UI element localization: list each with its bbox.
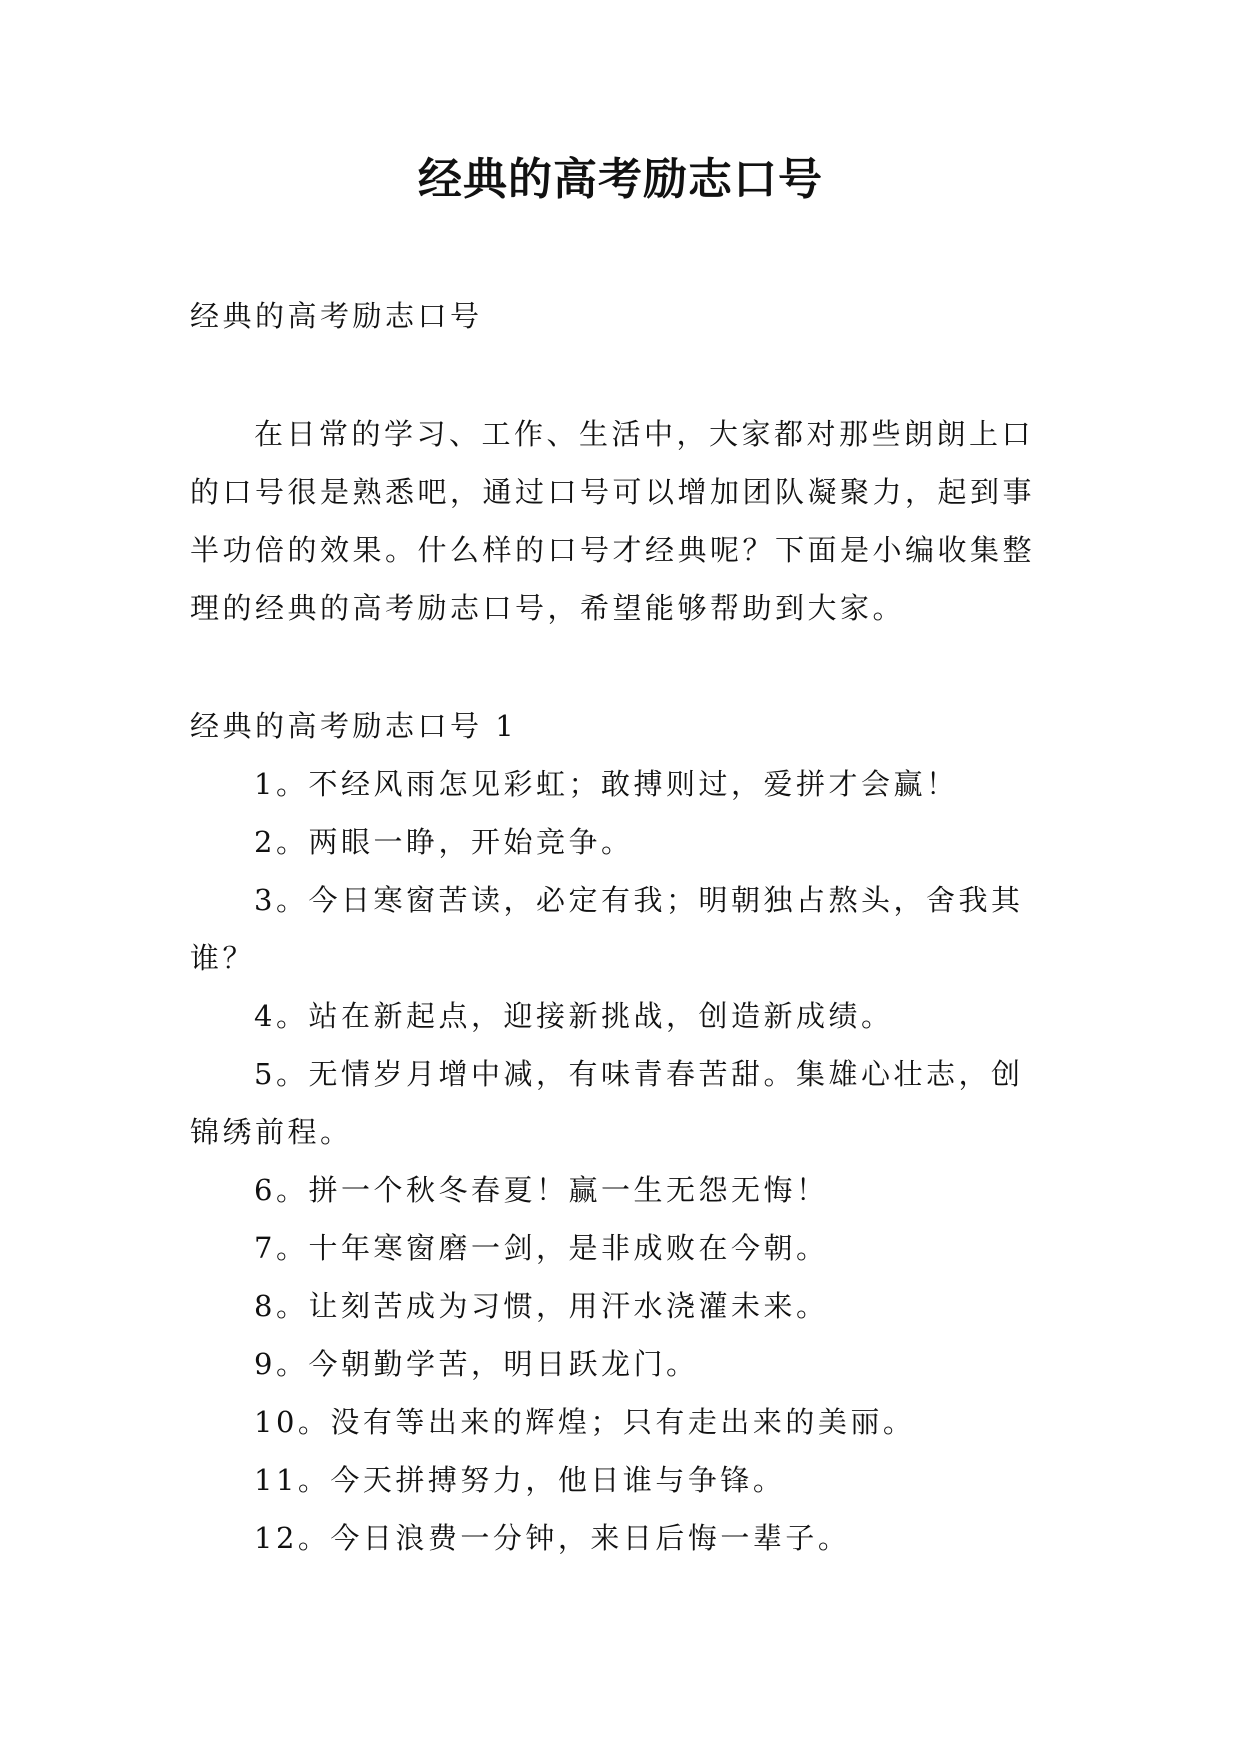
- slogan-section: [190, 697, 1050, 1567]
- slogan-item: 3。今日寒窗苦读，必定有我；明朝独占熬头，舍我其谁？: [190, 883, 1024, 975]
- document-title: 经典的高考励志口号: [418, 154, 823, 205]
- slogan-item: 6。拼一个秋冬春夏！赢一生无怨无悔！: [254, 1173, 829, 1207]
- slogan-item: 2。两眼一睁，开始竞争。: [254, 825, 634, 859]
- document-subtitle: 经典的高考励志口号: [190, 299, 483, 333]
- slogan-item: 4。站在新起点，迎接新挑战，创造新成绩。: [254, 999, 894, 1033]
- slogan-item: 11。今天拼搏努力，他日谁与争锋。: [254, 1463, 786, 1497]
- slogan-item: 8。让刻苦成为习惯，用汗水浇灌未来。: [254, 1289, 829, 1323]
- section-heading: 经典的高考励志口号 1: [190, 709, 518, 743]
- slogan-item: 7。十年寒窗磨一剑，是非成败在今朝。: [254, 1231, 829, 1265]
- slogan-item: 10。没有等出来的辉煌；只有走出来的美丽。: [254, 1405, 916, 1439]
- slogan-item: 1。不经风雨怎见彩虹；敢搏则过，爱拼才会赢！: [254, 767, 959, 801]
- intro-paragraph: 在日常的学习、工作、生活中，大家都对那些朗朗上口的口号很是熟悉吧，通过口号可以增加团队凝聚力，起到事半功倍的效果。什么样的口号才经典呢？下面是小编收集整理的经典的高考励志口号，希望能够帮助到大家。: [190, 417, 1036, 625]
- slogan-item: 5。无情岁月增中减，有味青春苦甜。集雄心壮志，创锦绣前程。: [190, 1057, 1024, 1149]
- slogan-item: 12。今日浪费一分钟，来日后悔一辈子。: [254, 1521, 851, 1555]
- intro-block: [190, 405, 1050, 637]
- slogan-item: 9。今朝勤学苦，明日跃龙门。: [254, 1347, 699, 1381]
- slogan-list: [190, 755, 1050, 1567]
